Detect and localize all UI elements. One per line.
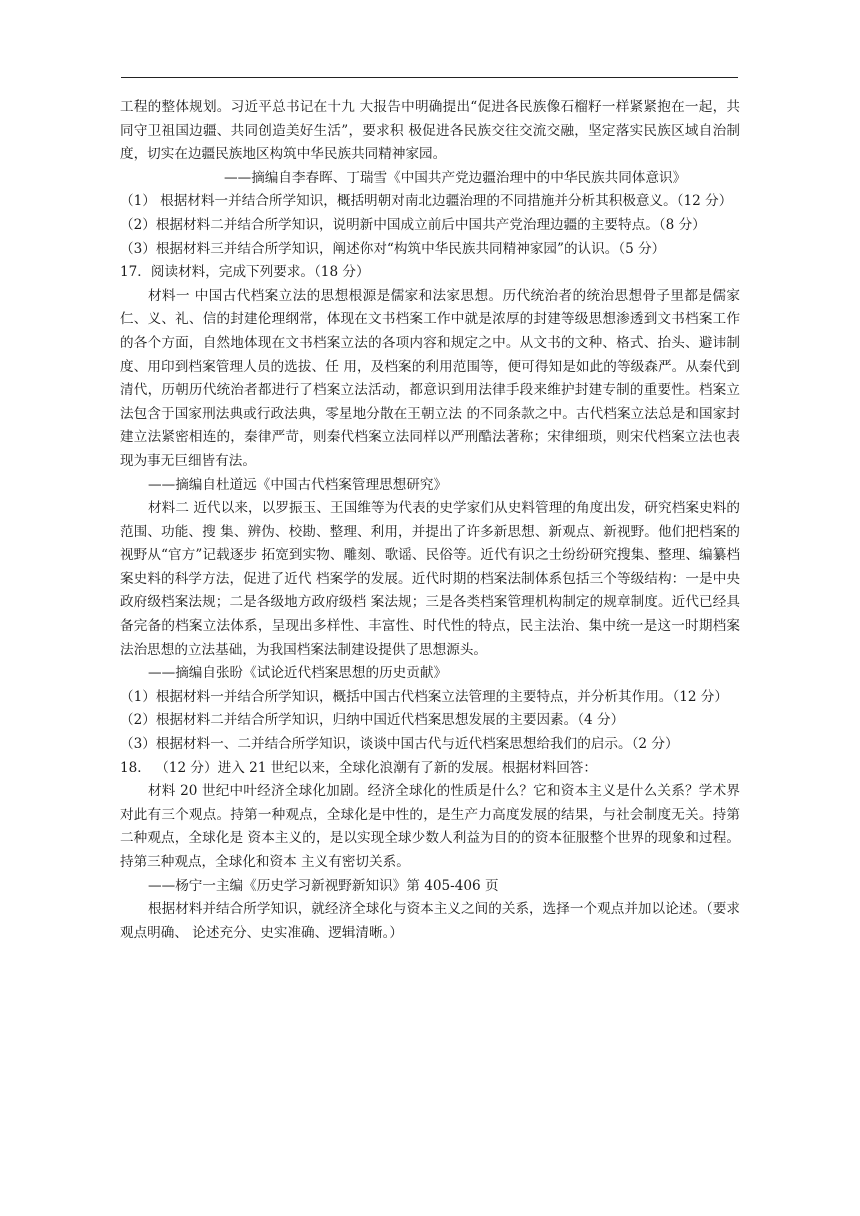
continued-material-source: ——摘编自李春晖、丁瑞雪《中国共产党边疆治理中的中华民族共同体意识》: [224, 169, 687, 186]
q17-material-2-source: ——摘编自张昐《试论近代档案思想的历史贡献》: [148, 665, 448, 682]
q17-material-2: 材料二 近代以来，以罗振玉、王国维等为代表的史学家们从史料管理的角度出发，研究档案史料的范围、功能、搜 集、辨伪、校勘、整理、利用，并提出了许多新思想、新观点、新视野。他们把档案的视野从“官方”记载逐步 拓宽到实物、雕刻、歌谣、民俗等。近代有识之士纷纷研究搜集、整理、编纂档案史料的科学方法，促进了近代 档案学的发展。近代时期的档案法制体系包括三个等级结构：一是中央政府级档案法规；二是各级地方政府级档 案法规；三是各类档案管理机构制定的规章制度。近代已经具备完备的档案立法体系，呈现出多样性、丰富性、时代性的特点，民主法治、集中统一是这一时期档案法治思想的立法基础，为我国档案法制建设提供了思想源头。: [120, 500, 740, 658]
q16-subquestion-3: （3）根据材料三并结合所学知识，阐述你对“构筑中华民族共同精神家园”的认识。（5 分）: [120, 240, 666, 257]
q17-subquestion-1: （1）根据材料一并结合所学知识，概括中国古代档案立法管理的主要特点，并分析其作用。（12 分）: [120, 688, 728, 705]
q17-heading: 17．阅读材料，完成下列要求。（18 分）: [120, 264, 370, 281]
q18-material: 材料 20 世纪中叶经济全球化加剧。经济全球化的性质是什么？它和资本主义是什么关系？学术界对此有三个观点。持第一种观点，全球化是中性的，是生产力高度发展的结果，与社会制度无关。持第二种观点，全球化是 资本主义的，是以实现全球少数人利益为目的的资本征服整个世界的现象和过程。持第三种观点，全球化和资本 主义有密切关系。: [120, 783, 740, 870]
q16-subquestion-2: （2）根据材料二并结合所学知识，说明新中国成立前后中国共产党治理边疆的主要特点。（8 分）: [120, 216, 706, 233]
page-content: [120, 96, 740, 945]
continued-material-paragraph: 工程的整体规划。习近平总书记在十九 大报告中明确提出“促进各民族像石榴籽一样紧紧抱在一起，共同守卫祖国边疆、共同创造美好生活”，要求积 极促进各民族交往交流交融，坚定落实民族区域自治制度，切实在边疆民族地区构筑中华民族共同精神家园。: [120, 99, 740, 163]
q17-subquestion-2: （2）根据材料二并结合所学知识，归纳中国近代档案思想发展的主要因素。（4 分）: [120, 712, 625, 729]
q18-material-source: ——杨宁一主编《历史学习新视野新知识》第 405-406 页: [148, 877, 499, 894]
q17-material-1-source: ——摘编自杜道远《中国古代档案管理思想研究》: [148, 476, 448, 493]
header-rule: [121, 77, 738, 78]
q18-heading: 18． （12 分）进入 21 世纪以来，全球化浪潮有了新的发展。根据材料回答：: [120, 759, 597, 776]
q17-material-1: 材料一 中国古代档案立法的思想根源是儒家和法家思想。历代统治者的统治思想骨子里都是儒家仁、义、礼、信的封建伦理纲常，体现在文书档案工作中就是浓厚的封建等级思想渗透到文书档案工作的各个方面，自然地体现在文书档案立法的各项内容和规定之中。从文书的文种、格式、抬头、避讳制度、用印到档案管理人员的选拔、任 用，及档案的利用范围等，便可得知是如此的等级森严。从秦代到清代，历朝历代统治者都进行了档案立法活动，都意识到用法律手段来维护封建专制的重要性。档案立法包含于国家刑法典或行政法典，零星地分散在王朝立法 的不同条款之中。古代档案立法总是和国家封建立法紧密相连的，秦律严苛，则秦代档案立法同样以严刑酷法著称；宋律细琐，则宋代档案立法也表现为事无巨细皆有法。: [120, 287, 740, 469]
q18-task: 根据材料并结合所学知识，就经济全球化与资本主义之间的关系，选择一个观点并加以论述。（要求观点明确、 论述充分、史实准确、逻辑清晰。）: [120, 901, 740, 941]
q16-subquestion-1: （1） 根据材料一并结合所学知识，概括明朝对南北边疆治理的不同措施并分析其积极意义。（12 分）: [120, 193, 733, 210]
q17-subquestion-3: （3）根据材料一、二并结合所学知识，谈谈中国古代与近代档案思想给我们的启示。（2 分）: [120, 736, 679, 753]
